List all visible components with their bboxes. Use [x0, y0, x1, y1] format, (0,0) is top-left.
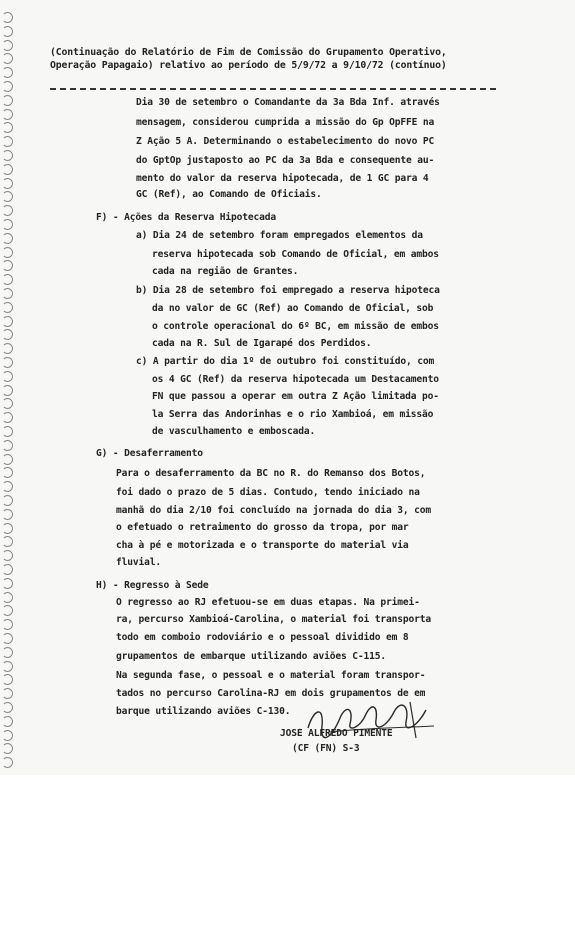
section-h-line: todo em comboio rodoviário e o pessoal dividido em 8: [116, 632, 409, 643]
binder-hole: [2, 205, 13, 216]
binder-hole: [2, 467, 13, 478]
signature-name: JOSÉ ALFREDO PIMENTE: [280, 728, 393, 739]
section-f-line: o controle operacional do 6º BC, em missão de embos: [152, 321, 439, 332]
binder-hole: [2, 730, 13, 741]
section-f-line: cada na região de Grantes.: [152, 266, 299, 277]
section-h-title: H) - Regresso à Sede: [96, 580, 209, 591]
header-line-1: (Continuação do Relatório de Fim de Comissão do Grupamento Operativo,: [50, 47, 447, 58]
binder-hole: [2, 592, 13, 603]
binder-hole: [2, 150, 13, 161]
binder-hole: [2, 40, 13, 51]
intro-line: Dia 30 de setembro o Comandante da 3a Bda Inf. através: [136, 97, 440, 108]
section-f-line: c) A partir do dia 1º de outubro foi constituído, com: [136, 356, 435, 367]
binder-hole: [2, 550, 13, 561]
intro-line: mento do valor da reserva hipotecada, de 1 GC para 4: [136, 173, 429, 184]
binder-hole: [2, 95, 13, 106]
binder-hole: [2, 398, 13, 409]
section-h-line: O regresso ao RJ efetuou-se em duas etapas. Na primei-: [116, 597, 420, 608]
binder-hole: [2, 578, 13, 589]
binder-hole: [2, 260, 13, 271]
intro-line: do GptOp justaposto ao PC da 3a Bda e consequente au-: [136, 155, 435, 166]
binder-hole: [2, 288, 13, 299]
binder-hole: [2, 329, 13, 340]
binder-hole: [2, 536, 13, 547]
binder-hole: [2, 385, 13, 396]
binder-hole: [2, 371, 13, 382]
binder-hole: [2, 53, 13, 64]
section-f-line: FN que passou a operar em outra Z Ação limitada po-: [152, 391, 439, 402]
binder-hole: [2, 633, 13, 644]
section-h-line: ra, percurso Xambioá-Carolina, o material foi transporta: [116, 614, 432, 625]
section-h-line: tados no percurso Carolina-RJ em dois grupamentos de em: [116, 688, 426, 699]
binder-hole: [2, 247, 13, 258]
section-f-line: cada na R. Sul de Igarapé dos Perdidos.: [152, 338, 372, 349]
binder-hole: [2, 136, 13, 147]
binder-hole: [2, 12, 13, 23]
binder-hole: [2, 343, 13, 354]
section-f-line: a) Dia 24 de setembro foram empregados elementos da: [136, 230, 423, 241]
intro-line: GC (Ref), ao Comando de Oficiais.: [136, 189, 322, 200]
section-h-line: grupamentos de embarque utilizando aviões C-115.: [116, 651, 387, 662]
binder-hole: [2, 219, 13, 230]
binder-hole: [2, 164, 13, 175]
binder-hole: [2, 688, 13, 699]
section-f-line: de vasculhamento e emboscada.: [152, 426, 316, 437]
section-f-line: reserva hipotecada sob Comando de Oficial, em ambos: [152, 249, 439, 260]
binder-hole: [2, 412, 13, 423]
section-g-line: o efetuado o retraimento do grosso da tropa, por mar: [116, 522, 409, 533]
header-line-2: Operação Papagaio) relativo ao período de 5/9/72 a 9/10/72 (contínuo): [50, 60, 447, 71]
binder-hole: [2, 440, 13, 451]
section-f-line: os 4 GC (Ref) da reserva hipotecada um Destacamento: [152, 374, 439, 385]
binder-hole: [2, 743, 13, 754]
binder-hole: [2, 495, 13, 506]
section-g-line: Para o desaferramento da BC no R. do Remanso dos Botos,: [116, 468, 426, 479]
binder-hole: [2, 619, 13, 630]
binder-hole: [2, 702, 13, 713]
section-g-line: manhã do dia 2/10 foi concluído na jornada do dia 3, com: [116, 505, 432, 516]
signature-rank: (CF (FN) S-3: [292, 743, 360, 754]
binder-hole: [2, 523, 13, 534]
binder-hole: [2, 605, 13, 616]
section-g-line: fluvial.: [116, 557, 162, 568]
binder-hole: [2, 191, 13, 202]
binder-hole: [2, 661, 13, 672]
binder-hole: [2, 316, 13, 327]
binder-hole: [2, 454, 13, 465]
section-f-title: F) - Ações da Reserva Hipotecada: [96, 212, 277, 223]
binder-hole: [2, 81, 13, 92]
section-f-line: la Serra das Andorinhas e o rio Xambioá, em missão: [152, 409, 434, 420]
binder-holes: [2, 12, 18, 772]
section-g-title: G) - Desaferramento: [96, 448, 203, 459]
section-h-line: Na segunda fase, o pessoal e o material foram transpor-: [116, 670, 426, 681]
binder-hole: [2, 481, 13, 492]
header-divider: [50, 88, 496, 90]
binder-hole: [2, 122, 13, 133]
binder-hole: [2, 564, 13, 575]
binder-hole: [2, 274, 13, 285]
binder-hole: [2, 716, 13, 727]
binder-hole: [2, 757, 13, 768]
binder-hole: [2, 674, 13, 685]
section-f-line: da no valor de GC (Ref) ao Comando de Oficial, sob: [152, 303, 434, 314]
binder-hole: [2, 302, 13, 313]
section-g-line: foi dado o prazo de 5 dias. Contudo, tendo iniciado na: [116, 487, 420, 498]
binder-hole: [2, 178, 13, 189]
binder-hole: [2, 509, 13, 520]
intro-line: mensagem, considerou cumprida a missão do Gp OpFFE na: [136, 117, 435, 128]
binder-hole: [2, 426, 13, 437]
section-g-line: cha à pé e motorizada e o transporte do material via: [116, 540, 409, 551]
binder-hole: [2, 357, 13, 368]
binder-hole: [2, 647, 13, 658]
binder-hole: [2, 26, 13, 37]
document-body: [30, 0, 565, 775]
binder-hole: [2, 67, 13, 78]
binder-hole: [2, 233, 13, 244]
section-h-line: barque utilizando aviões C-130.: [116, 706, 291, 717]
binder-hole: [2, 109, 13, 120]
intro-line: Z Ação 5 A. Determinando o estabelecimento do novo PC: [136, 136, 435, 147]
section-f-line: b) Dia 28 de setembro foi empregado a reserva hipoteca: [136, 285, 440, 296]
